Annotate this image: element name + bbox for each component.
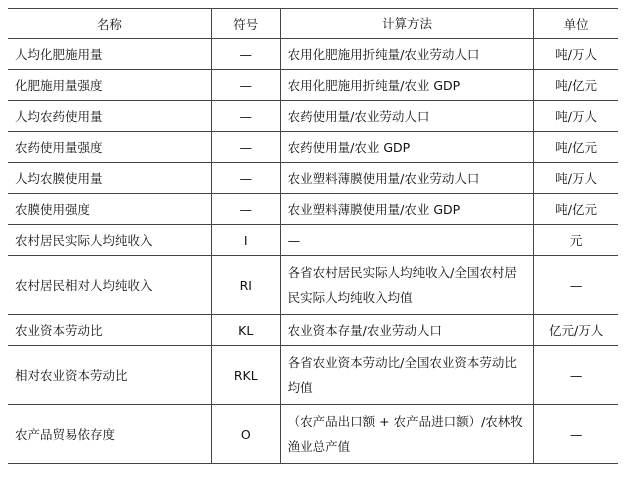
cell-method: 农药使用量/农业劳动人口 [280,101,534,132]
table-row [8,405,618,464]
cell-method: （农产品出口额 + 农产品进口额）/农林牧渔业总产值 [280,405,534,464]
cell-method: 农药使用量/农业 GDP [280,132,534,163]
cell-symbol: KL [211,315,280,346]
table-row [8,132,618,163]
table-row [8,256,618,315]
cell-name: 农药使用量强度 [8,132,211,163]
table-row [8,225,618,256]
cell-symbol: I [211,225,280,256]
cell-symbol: — [211,194,280,225]
cell-method: — [280,225,534,256]
cell-method: 农用化肥施用折纯量/农业 GDP [280,70,534,101]
cell-symbol: O [211,405,280,464]
header-unit: 单位 [534,9,618,39]
cell-name: 人均农药使用量 [8,101,211,132]
cell-method: 各省农业资本劳动比/全国农业资本劳动比均值 [280,346,534,405]
cell-unit: — [534,346,618,405]
cell-unit: 吨/亿元 [534,132,618,163]
cell-symbol: — [211,132,280,163]
cell-method: 农业塑料薄膜使用量/农业 GDP [280,194,534,225]
table-row [8,163,618,194]
table-row [8,315,618,346]
cell-method: 农用化肥施用折纯量/农业劳动人口 [280,39,534,70]
cell-method: 农业塑料薄膜使用量/农业劳动人口 [280,163,534,194]
indicator-table [8,8,618,464]
cell-name: 农产品贸易依存度 [8,405,211,464]
cell-unit: 吨/万人 [534,39,618,70]
cell-unit: 吨/万人 [534,101,618,132]
header-name: 名称 [8,9,211,39]
cell-unit: — [534,256,618,315]
header-symbol: 符号 [211,9,280,39]
table-row [8,346,618,405]
cell-unit: — [534,405,618,464]
header-method: 计算方法 [280,9,534,39]
cell-symbol: RKL [211,346,280,405]
cell-name: 农业资本劳动比 [8,315,211,346]
cell-name: 人均农膜使用量 [8,163,211,194]
cell-unit: 吨/亿元 [534,70,618,101]
cell-name: 农村居民实际人均纯收入 [8,225,211,256]
cell-name: 化肥施用量强度 [8,70,211,101]
table-row [8,39,618,70]
cell-symbol: — [211,39,280,70]
cell-symbol: — [211,163,280,194]
cell-method: 各省农村居民实际人均纯收入/全国农村居民实际人均纯收入均值 [280,256,534,315]
cell-symbol: RI [211,256,280,315]
cell-unit: 吨/万人 [534,163,618,194]
cell-name: 农膜使用强度 [8,194,211,225]
cell-method: 农业资本存量/农业劳动人口 [280,315,534,346]
header-row [8,9,618,39]
table-row [8,101,618,132]
table-row [8,70,618,101]
cell-unit: 元 [534,225,618,256]
cell-name: 农村居民相对人均纯收入 [8,256,211,315]
cell-name: 相对农业资本劳动比 [8,346,211,405]
cell-unit: 吨/亿元 [534,194,618,225]
cell-symbol: — [211,101,280,132]
cell-name: 人均化肥施用量 [8,39,211,70]
table-row [8,194,618,225]
cell-unit: 亿元/万人 [534,315,618,346]
cell-symbol: — [211,70,280,101]
